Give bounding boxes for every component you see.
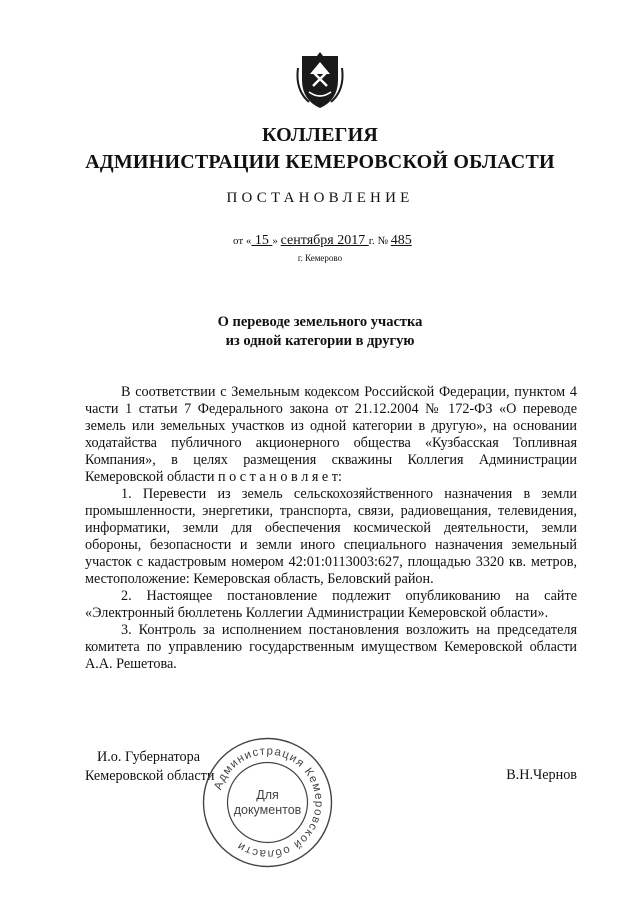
- intro-paragraph: В соответствии с Земельным кодексом Российской Федерации, пунктом 4 части 1 статьи 7 Федерального закона от 21.12.2004 № 172-ФЗ «О переводе земель или земельных участков из одной категории в другую», на основании ходатайства публичного акционерного общества «Кузбасская Топливная Компания», в целях размещения скважины Коллегия Администрации Кемеровской области п о с т а н о в л я е т:: [85, 384, 577, 485]
- org-name-line-1: КОЛЛЕГИЯ: [261, 124, 379, 146]
- document-number: 485: [390, 233, 412, 248]
- document-date-line: [233, 233, 412, 249]
- official-stamp: [200, 735, 335, 870]
- date-mid: »: [272, 235, 281, 247]
- document-body: [85, 384, 577, 673]
- item-2-paragraph: 2. Настоящее постановление подлежит опубликованию на сайте «Электронный бюллетень Коллегии Администрации Кемеровской области».: [85, 588, 577, 621]
- org-name-line-2: АДМИНИСТРАЦИИ КЕМЕРОВСКОЙ ОБЛАСТИ: [85, 151, 555, 173]
- signatory-title: [85, 748, 214, 786]
- stamp-center-line-2: документов: [233, 803, 302, 817]
- coat-of-arms-emblem: [295, 50, 345, 110]
- document-title-line-1: О переводе земельного участка: [217, 314, 423, 330]
- signatory-name: В.Н.Чернов: [506, 767, 577, 783]
- stamp-ring-text: Администрация Кемеровской области: [212, 745, 325, 860]
- document-title-line-2: из одной категории в другую: [225, 333, 415, 349]
- number-prefix: №: [377, 235, 391, 247]
- signatory-title-line-1: И.о. Губернатора: [97, 749, 200, 765]
- item-1-paragraph: 1. Перевести из земель сельскохозяйственного назначения в земли промышленности, энергетики, транспорта, связи, радиовещания, телевидения, информатики, земли для обеспечения космической деятельности, земли обороны, безопасности и земли иного специального назначения земельный участок с кадастровым номером 42:01:0113003:627, площадью 3320 кв. метров, местоположение: Кемеровская область, Беловский район.: [85, 486, 577, 587]
- document-type: ПОСТАНОВЛЕНИЕ: [226, 190, 414, 206]
- stamp-center-line-1: Для: [256, 788, 279, 802]
- date-day: 15: [251, 233, 273, 248]
- document-city: г. Кемерово: [297, 253, 343, 263]
- date-month-year: сентября 2017: [280, 233, 369, 248]
- signatory-title-line-2: Кемеровской области: [85, 768, 215, 784]
- date-prefix: от «: [233, 235, 252, 247]
- date-year-suffix: г.: [368, 235, 378, 247]
- item-3-paragraph: 3. Контроль за исполнением постановления возложить на председателя комитета по управлению государственным имуществом Кемеровской области А.А. Решетова.: [85, 622, 577, 672]
